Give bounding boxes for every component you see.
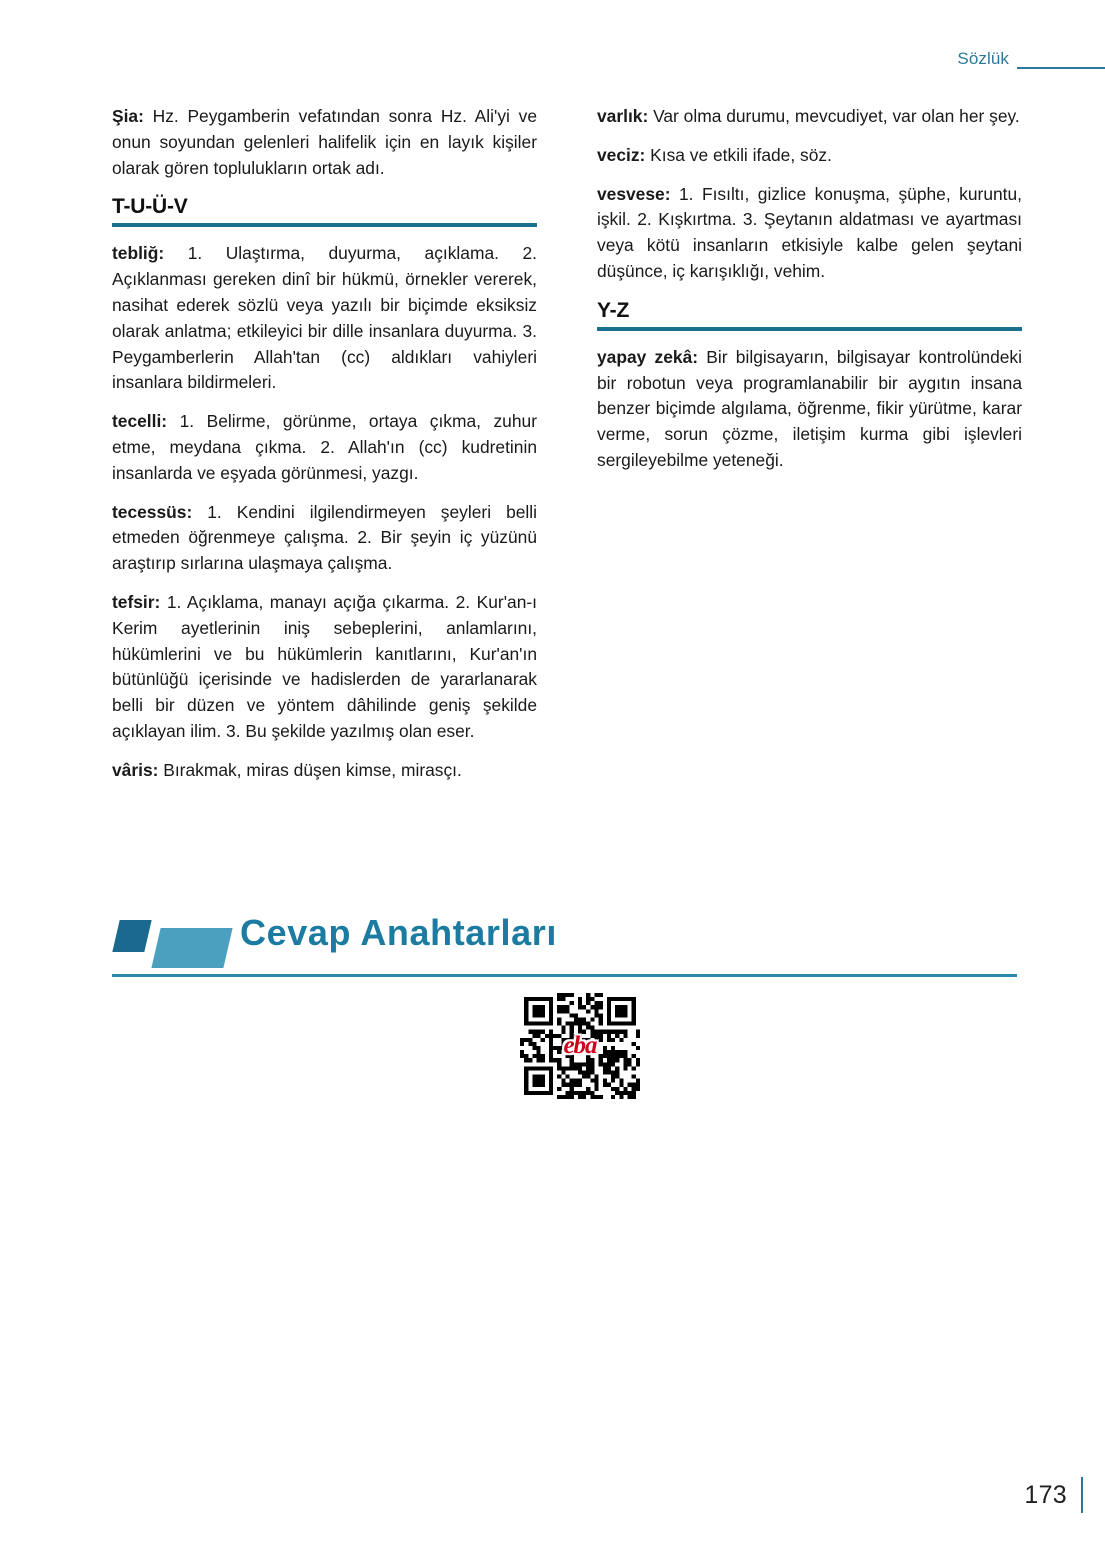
answer-keys-rule xyxy=(112,974,1017,977)
glossary-entry xyxy=(597,182,1022,285)
glossary-definition: Bir bilgisayarın, bilgisayar kontrolündeki bir robotun veya programlanabilir bir aygıtın insana benzer biçimde algılama, öğrenme, fikir yürütme, karar verme, sorun çözme, iletişim kurma gibi işlevleri sergileyebilme yeteneği. xyxy=(597,346,1022,470)
glossary-entry xyxy=(597,143,1022,169)
qr-code-icon[interactable] xyxy=(520,993,640,1099)
footer-rule xyxy=(1081,1477,1083,1513)
glossary-term: tecessüs: xyxy=(112,501,193,522)
glossary-term: Şia: xyxy=(112,106,144,126)
glossary-entry xyxy=(112,758,537,784)
header-rule xyxy=(1017,67,1105,69)
glossary-term: vesvese: xyxy=(597,183,671,204)
answer-keys-section xyxy=(112,910,1017,977)
eba-logo: eba xyxy=(563,1032,597,1059)
decorative-parallelogram-icon xyxy=(151,928,232,968)
glossary-definition: Bırakmak, miras düşen kimse, mirasçı. xyxy=(158,759,462,780)
page-footer xyxy=(1024,1477,1105,1513)
glossary-term: veciz: xyxy=(597,144,646,165)
glossary-term: tecelli: xyxy=(112,411,168,432)
answer-keys-heading xyxy=(112,910,1017,972)
header-section-label: Sözlük xyxy=(957,49,1009,68)
glossary-definition: Kısa ve etkili ifade, söz. xyxy=(645,144,832,165)
glossary-entry xyxy=(597,104,1022,130)
glossary-columns xyxy=(112,104,1022,797)
glossary-definition: Hz. Peygamberin vefatından sonra Hz. Ali'yi ve onun soyundan gelenleri halifelik için en layık kişiler olarak gören toplulukların ortak adı. xyxy=(112,106,537,178)
glossary-entry xyxy=(112,500,537,577)
glossary-definition: 1. Belirme, görünme, ortaya çıkma, zuhur etme, meydana çıkma. 2. Allah'ın (cc) kudretinin insanlarda ve eşyada görünmesi, yazgı. xyxy=(112,411,537,483)
letter-section-heading xyxy=(112,194,537,227)
glossary-entry xyxy=(112,241,537,396)
glossary-definition: 1. Ulaştırma, duyurma, açıklama. 2. Açıklanması gereken dinî bir hükmü, örnekler vererek, nasihat ederek sözlü veya yazılı bir biçimde eksiksiz olarak anlatma; etkileyici bir dille insanlara duyurma. 3. Peygamberlerin Allah'tan (cc) aldıkları vahiyleri insanlara bildirmeleri. xyxy=(112,243,537,393)
glossary-definition: Var olma durumu, mevcudiyet, var olan her şey. xyxy=(648,106,1020,126)
page-number: 173 xyxy=(1024,1480,1067,1509)
glossary-entry xyxy=(597,345,1022,474)
glossary-left-column xyxy=(112,104,537,797)
glossary-right-column xyxy=(597,104,1022,797)
letter-section-label: T-U-Ü-V xyxy=(112,195,188,219)
glossary-term: tefsir: xyxy=(112,591,161,612)
answer-keys-title: Cevap Anahtarları xyxy=(240,912,557,953)
letter-section-bar xyxy=(597,327,1022,331)
glossary-term: tebliğ: xyxy=(112,243,165,264)
glossary-entry xyxy=(112,104,537,181)
page-header xyxy=(0,42,1105,76)
letter-section-label: Y-Z xyxy=(597,298,630,322)
glossary-entry xyxy=(112,409,537,486)
decorative-square-icon xyxy=(112,920,151,952)
eba-qr-code[interactable] xyxy=(520,993,640,1099)
glossary-definition: 1. Fısıltı, gizlice konuşma, şüphe, kuruntu, işkil. 2. Kışkırtma. 3. Şeytanın aldatması ve ayartması veya kötü insanların etkisiyle kalbe gelen şeytani düşünce, iç karışıklığı, vehim. xyxy=(597,183,1022,281)
glossary-entry xyxy=(112,590,537,745)
glossary-term: vâris: xyxy=(112,759,159,780)
letter-section-heading xyxy=(597,298,1022,331)
glossary-term: yapay zekâ: xyxy=(597,346,699,367)
glossary-term: varlık: xyxy=(597,106,649,126)
glossary-definition: 1. Açıklama, manayı açığa çıkarma. 2. Kur'an-ı Kerim ayetlerinin iniş sebeplerini, anlamlarını, hükümlerini ve bu hükümlerin kanıtlarını, Kur'an'ın bütünlüğü içerisinde ve hadislerden de yararlanarak belli bir düzen ve yöntem dâhilinde geniş şekilde açıklayan ilim. 3. Bu şekilde yazılmış olan eser. xyxy=(112,591,537,741)
glossary-definition: 1. Kendini ilgilendirmeyen şeyleri belli etmeden öğrenmeye çalışma. 2. Bir şeyin iç yüzünü araştırıp sırlarına ulaşmaya çalışma. xyxy=(112,501,537,574)
letter-section-bar xyxy=(112,223,537,227)
